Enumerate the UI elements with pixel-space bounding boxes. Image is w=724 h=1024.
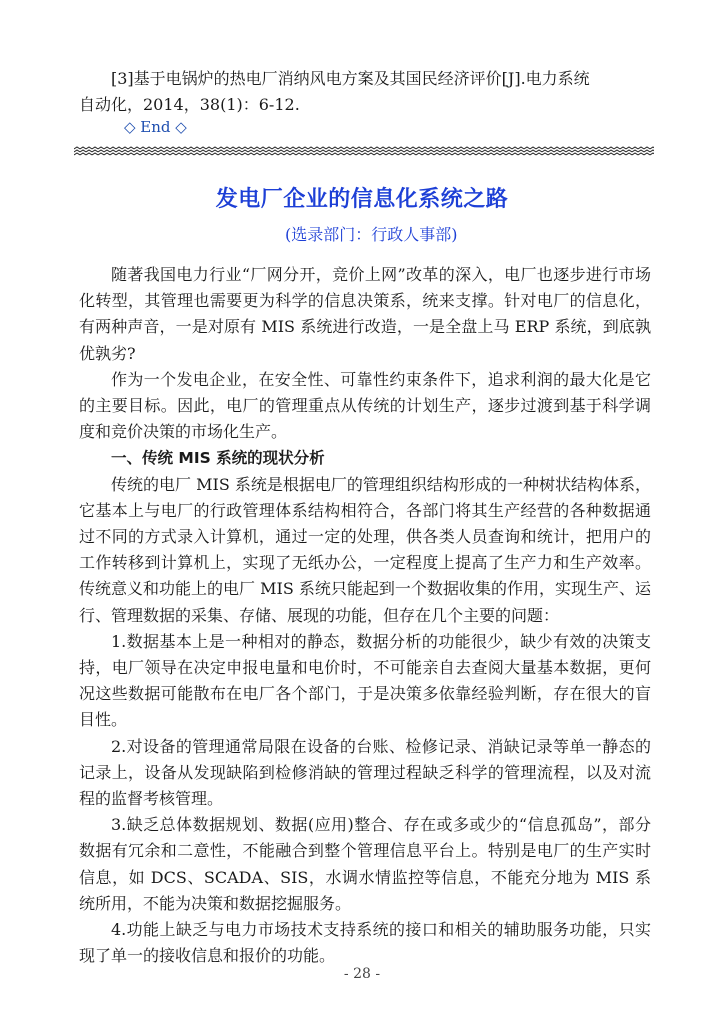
paragraph-issue-4: 4.功能上缺乏与电力市场技术支持系统的接口和相关的辅助服务功能，只实现了单一的接收信息和报价的功能。 bbox=[79, 920, 651, 966]
paragraph-intro: 随著我国电力行业“厂网分开，竞价上网”改革的深入，电厂也逐步进行市场化转型，其管理也需要更为科学的信息决策系，统来支撑。针对电厂的信息化，有两种声音，一是对原有 MIS 系统进行改造，一是全盘上马 ERP 系统，到底孰优孰劣? bbox=[79, 265, 651, 363]
wavy-divider bbox=[74, 146, 654, 158]
reference-line-1: [3]基于电锅炉的热电厂消纳风电方案及其国民经济评价[J].电力系统 bbox=[111, 69, 590, 88]
article-subtitle: (选录部门：行政人事部) bbox=[285, 225, 458, 244]
reference-entry bbox=[79, 66, 645, 118]
paragraph-mis: 传统的电厂 MIS 系统是根据电厂的管理组织结构形成的一种树状结构体系，它基本上与电厂的行政管理体系结构相符合，各部门将其生产经营的各种数据通过不同的方式录入计算机，通过一定的处理，供各类人员查询和统计，把用户的工作转移到计算机上，实现了无纸办公，一定程度上提高了生产力和生产效率。传统意义和功能上的电厂 MIS 系统只能起到一个数据收集的作用，实现生产、运行、管理数据的采集、存储、展现的功能，但存在几个主要的问题： bbox=[79, 474, 651, 625]
end-marker: ◇ End ◇ bbox=[124, 118, 187, 136]
paragraph-issue-2: 2.对设备的管理通常局限在设备的台账、检修记录、消缺记录等单一静态的记录上，设备从发现缺陷到检修消缺的管理过程缺乏科学的管理流程，以及对流程的监督考核管理。 bbox=[79, 736, 651, 809]
page-number: - 28 - bbox=[343, 966, 381, 982]
section-heading: 一、传统 MIS 系统的现状分析 bbox=[111, 449, 325, 468]
paragraph-issue-3: 3.缺乏总体数据规划、数据(应用)整合、存在或多或少的“信息孤岛”，部分数据有冗余和二意性，不能融合到整个管理信息平台上。特别是电厂的生产实时信息，如 DCS、SCADA、SIS，水调水情监控等信息，不能充分地为 MIS 系统所用，不能为决策和数据挖掘服务。 bbox=[79, 815, 651, 913]
reference-line-2: 自动化，2014，38(1)：6-12. bbox=[79, 95, 300, 114]
paragraph-goal: 作为一个发电企业，在安全性、可靠性约束条件下，追求利润的最大化是它的主要目标。因此，电厂的管理重点从传统的计划生产，逐步过渡到基于科学调度和竞价决策的市场化生产。 bbox=[79, 369, 651, 442]
article-body bbox=[79, 262, 651, 969]
paragraph-issue-1: 1.数据基本上是一种相对的静态，数据分析的功能很少，缺少有效的决策支持，电厂领导在决定申报电量和电价时，不可能亲自去查阅大量基本数据，更何况这些数据可能散布在电厂各个部门，于是决策多依靠经验判断，存在很大的盲目性。 bbox=[79, 631, 651, 730]
article-title: 发电厂企业的信息化系统之路 bbox=[215, 187, 509, 212]
